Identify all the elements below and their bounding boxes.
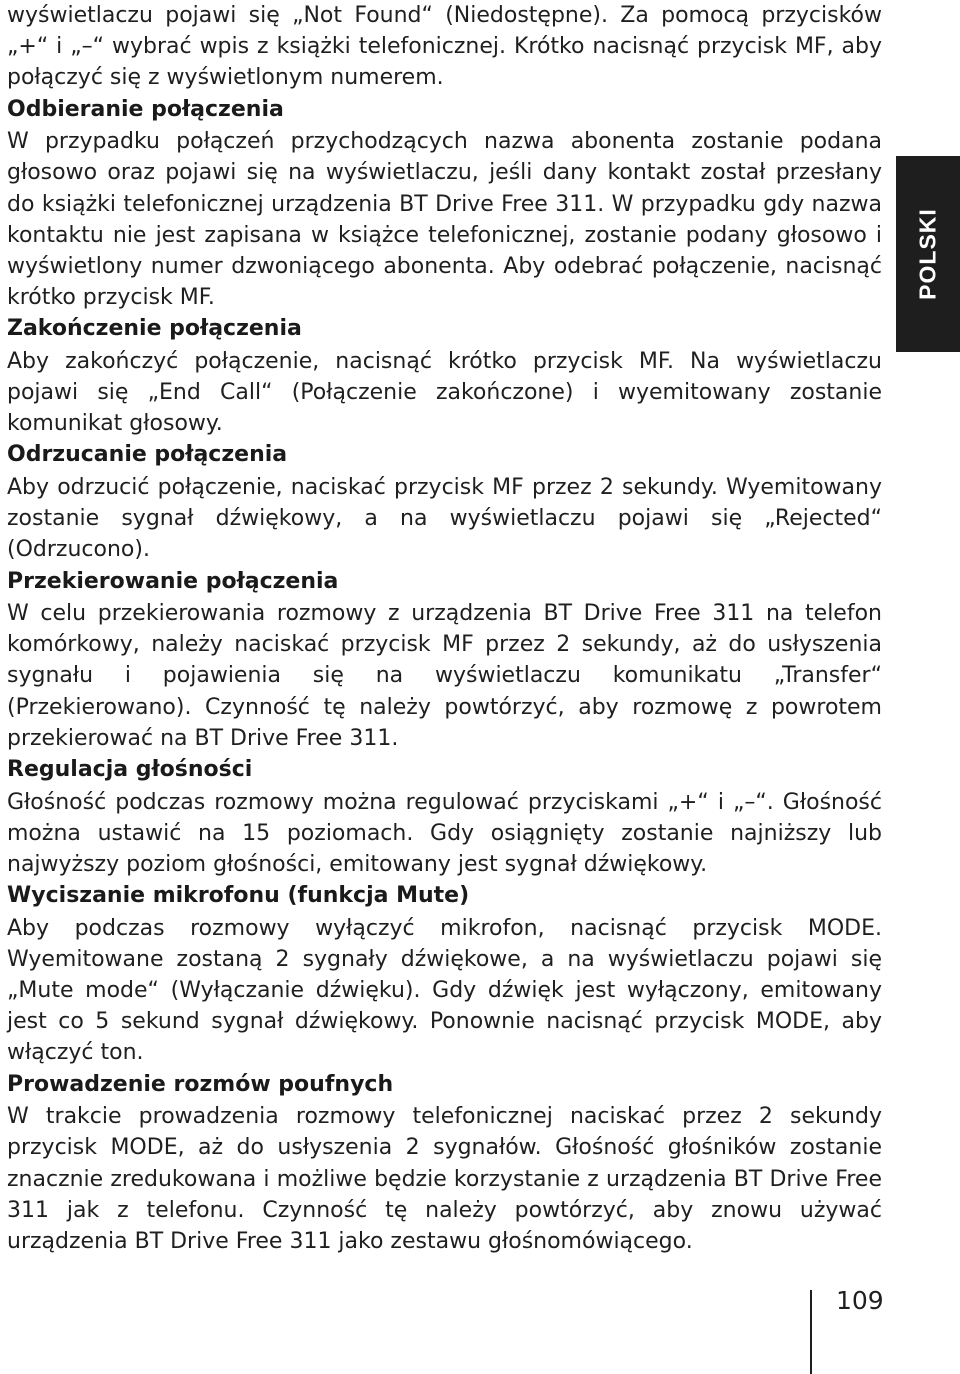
section-body-volume: Głośność podczas rozmowy można regulować przyciskami „+“ i „–“. Głośność można ustawić na 15 poziomach. Gdy osiągnięty zostanie najniższy lub najwyższy poziom głośności, emitowany jest sygnał dźwiękowy. [7,789,882,877]
section-body-answer-call: W przypadku połączeń przychodzących nazwa abonenta zostanie podana głosowo oraz pojawi się na wyświetlaczu, jeśli dany kontakt został przesłany do książki telefonicznej urządzenia BT Drive Free 311. W przypadku gdy nazwa kontaktu nie jest zapisana w książce telefonicznej, zostanie podany głosowo i wyświetlony numer dzwoniącego abonenta. Aby odebrać połączenie, nacisnąć krótko przycisk MF. [7,129,882,311]
section-body-transfer-call: W celu przekierowania rozmowy z urządzenia BT Drive Free 311 na telefon komórkowy, należy naciskać przycisk MF przez 2 sekundy, aż do usłyszenia sygnału i pojawienia się na wyświetlaczu komunikatu „Transfer“ (Przekierowano). Czynność tę należy powtórzyć, aby rozmowę z powrotem przekierować na BT Drive Free 311. [7,601,882,751]
intro-paragraph: wyświetlaczu pojawi się „Not Found“ (Niedostępne). Za pomocą przycisków „+“ i „–“ wybrać wpis z książki telefonicznej. Krótko nacisnąć przycisk MF, aby połączyć się z wyświetlonym numerem. [7,3,882,91]
section-body-end-call: Aby zakończyć połączenie, nacisnąć krótko przycisk MF. Na wyświetlaczu pojawi się „End Call“ (Połączenie zakończone) i wyemitowany zostanie komunikat głosowy. [7,348,882,437]
section-heading-transfer-call: Przekierowanie połączenia [7,568,339,594]
section-body-mute: Aby podczas rozmowy wyłączyć mikrofon, nacisnąć przycisk MODE. Wyemitowane zostaną 2 sygnały dźwiękowe, a na wyświetlaczu pojawi się „Mute mode“ (Wyłączanie dźwięku). Gdy dźwięk jest wyłączony, emitowany jest co 5 sekund sygnał dźwiękowy. Ponownie nacisnąć przycisk MODE, aby włączyć ton. [7,915,882,1066]
page-number: 109 [836,1286,884,1315]
language-tab-label: POLSKI [914,208,941,300]
section-body-private-mode: W trakcie prowadzenia rozmowy telefonicznej naciskać przez 2 sekundy przycisk MODE, aż do usłyszenia 2 sygnałów. Głośność głośników zostanie znacznie zredukowana i możliwe będzie korzystanie z urządzenia BT Drive Free 311 jak z telefonu. Czynność tę należy powtórzyć, aby znowu używać urządzenia BT Drive Free 311 jako zestawu głośnomówiącego. [7,1104,882,1254]
section-heading-volume: Regulacja głośności [7,757,253,783]
section-body-reject-call: Aby odrzucić połączenie, naciskać przycisk MF przez 2 sekundy. Wyemitowany zostanie sygnał dźwiękowy, a na wyświetlaczu pojawi się „Rejected“ (Odrzucono). [7,474,882,563]
language-tab [896,156,960,352]
manual-page-content [7,0,882,1257]
section-heading-reject-call: Odrzucanie połączenia [7,442,288,468]
footer-divider [810,1290,812,1374]
section-heading-end-call: Zakończenie połączenia [7,316,302,342]
section-heading-private-mode: Prowadzenie rozmów poufnych [7,1071,394,1097]
section-heading-answer-call: Odbieranie połączenia [7,96,284,122]
section-heading-mute: Wyciszanie mikrofonu (funkcja Mute) [7,883,470,909]
